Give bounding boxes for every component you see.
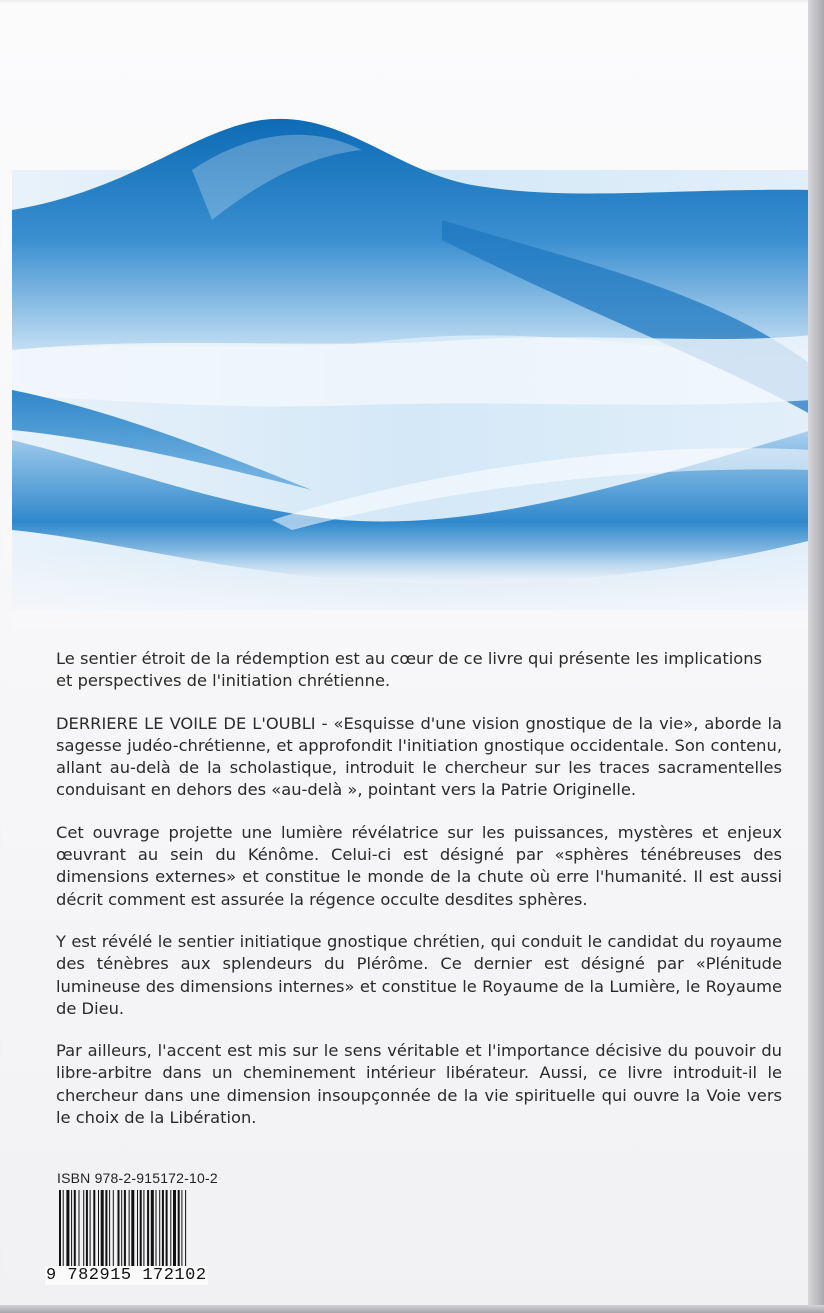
- blurb-paragraph-2: DERRIERE LE VOILE DE L'OUBLI - «Esquisse d'une vision gnostique de la vie», aborde la sagesse judéo-chrétienne, et approfondit l'initiation gnostique occidentale. Son contenu, allant au-delà de la scholastique, introduit le chercheur sur les traces sacramentelles conduisant en dehors des «au-delà », pointant vers la Patrie Originelle.: [56, 713, 782, 800]
- blurb-text: [56, 648, 782, 1149]
- blue-wave-illustration: [12, 110, 812, 630]
- blurb-paragraph-5: Par ailleurs, l'accent est mis sur le sens véritable et l'importance décisive du pouvoir du libre-arbitre dans un cheminement intérieur libérateur. Aussi, ce livre introduit-il le chercheur dans une dimension insoupçonnée de la vie spirituelle qui ouvre la Voie vers le choix de la Libération.: [56, 1041, 782, 1128]
- blurb-paragraph-1: Le sentier étroit de la rédemption est au cœur de ce livre qui présente les implications et perspectives de l'initiation chrétienne.: [56, 649, 763, 691]
- cover-edge-right: [808, 0, 824, 1313]
- cover-edge-bottom: [0, 1305, 824, 1313]
- blurb-paragraph-3: Cet ouvrage projette une lumière révélatrice sur les puissances, mystères et enjeux œuvrant au sein du Kénôme. Celui-ci est désigné par «sphères ténébreuses des dimensions externes» et constitue le monde de la chute où erre l'humanité. Il est aussi décrit comment est assurée la régence occulte desdites sphères.: [56, 822, 782, 909]
- blurb-paragraph-4: Y est révélé le sentier initiatique gnostique chrétien, qui conduit le candidat du royaume des ténèbres aux splendeurs du Plérôme. Ce dernier est désigné par «Plénitude lumineuse des dimensions internes» et constitue le Royaume de la Lumière, le Royaume de Dieu.: [56, 931, 782, 1018]
- barcode-digits: 9 782915 172102: [46, 1266, 207, 1285]
- isbn-label: ISBN 978-2-915172-10-2: [57, 1170, 218, 1186]
